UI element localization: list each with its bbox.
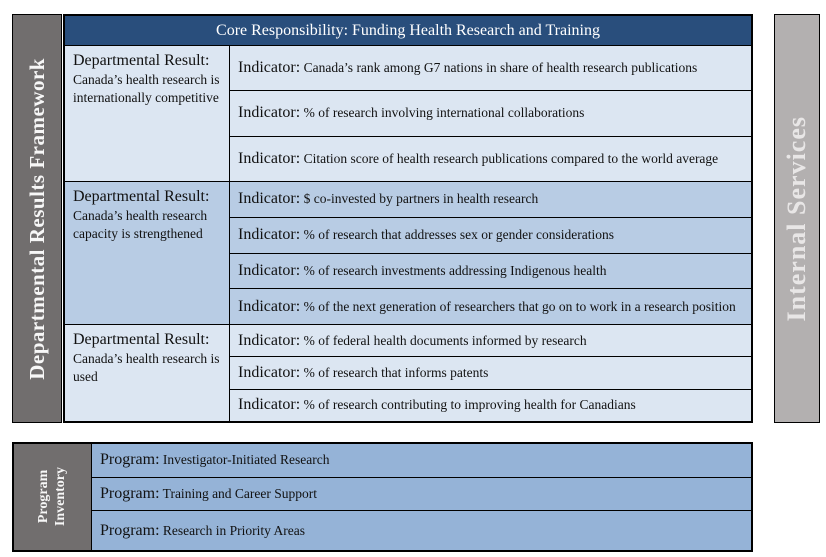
indicator-text <box>238 296 736 318</box>
program-text <box>100 485 317 503</box>
departmental-result-cell <box>65 182 230 324</box>
program-value: Investigator-Initiated Research <box>159 452 330 468</box>
indicator-cell <box>230 90 751 135</box>
program-label: Program: <box>100 485 160 503</box>
indicator-text <box>238 102 584 124</box>
departmental-result-cell <box>65 325 230 421</box>
indicator-text <box>238 394 636 416</box>
indicator-label: Indicator: <box>238 104 301 122</box>
program-rows <box>92 444 751 550</box>
indicator-text <box>238 260 607 282</box>
departmental-results-framework-bar <box>12 14 62 423</box>
indicator-cell <box>230 136 751 181</box>
indicator-label: Indicator: <box>238 396 301 414</box>
indicator-cell <box>230 217 751 253</box>
indicator-cell <box>230 182 751 217</box>
indicator-text <box>238 362 488 384</box>
indicator-label: Indicator: <box>238 59 301 77</box>
program-label: Program: <box>100 451 160 469</box>
program-row <box>92 510 751 550</box>
program-inventory-label-cell <box>14 444 92 550</box>
indicator-value: % of research investments addressing Indigenous health <box>300 262 607 278</box>
indicator-label: Indicator: <box>238 297 301 315</box>
indicator-value: % of research that addresses sex or gender considerations <box>300 227 614 243</box>
program-inventory-label-line2: Inventory <box>52 467 68 527</box>
departmental-result-label: Departmental Result: <box>73 52 210 69</box>
departmental-results-framework-label: Departmental Results Framework <box>24 57 49 380</box>
core-responsibility-table <box>63 14 753 423</box>
indicator-value: % of the next generation of researchers that go on to work in a research position <box>300 298 736 314</box>
indicator-text <box>238 330 587 352</box>
internal-services-bar <box>774 14 820 423</box>
indicator-value: % of research contributing to improving health for Canadians <box>300 397 636 413</box>
program-value: Training and Career Support <box>159 486 318 502</box>
program-value: Research in Priority Areas <box>159 522 306 538</box>
indicator-value: % of federal health documents informed by research <box>300 332 587 348</box>
indicator-value: Citation score of health research publications compared to the world average <box>300 150 719 166</box>
departmental-result-text: Canada’s health research is internationally competitive <box>73 72 220 105</box>
indicator-label: Indicator: <box>238 331 301 349</box>
indicator-list <box>230 46 751 181</box>
program-inventory-table <box>12 442 753 552</box>
core-responsibility-header: Core Responsibility: Funding Health Research and Training <box>65 16 751 46</box>
departmental-result-text: Canada’s health research capacity is strengthened <box>73 208 208 241</box>
indicator-text <box>238 224 614 246</box>
program-row <box>92 444 751 477</box>
program-text <box>100 451 329 469</box>
departmental-result-label: Departmental Result: <box>73 331 210 348</box>
indicator-cell <box>230 389 751 421</box>
result-group-2 <box>65 181 751 324</box>
result-group-3 <box>65 324 751 421</box>
indicator-value: % of research involving international collaborations <box>300 105 585 121</box>
indicator-label: Indicator: <box>238 363 301 381</box>
indicator-label: Indicator: <box>238 190 301 208</box>
program-text <box>100 522 305 540</box>
indicator-text <box>238 188 538 210</box>
program-inventory-label-line1: Program <box>35 470 51 524</box>
program-row <box>92 477 751 511</box>
departmental-result-cell <box>65 46 230 181</box>
program-inventory-label <box>36 467 70 526</box>
indicator-value: % of research that informs patents <box>300 364 489 380</box>
indicator-label: Indicator: <box>238 149 301 167</box>
indicator-cell <box>230 356 751 388</box>
indicator-list <box>230 182 751 324</box>
indicator-label: Indicator: <box>238 261 301 279</box>
result-group-1 <box>65 46 751 181</box>
indicator-cell <box>230 288 751 324</box>
internal-services-label: Internal Services <box>782 115 811 322</box>
indicator-label: Indicator: <box>238 226 301 244</box>
departmental-result-text: Canada’s health research is used <box>73 351 220 384</box>
departmental-result-label: Departmental Result: <box>73 188 210 205</box>
indicator-value: Canada’s rank among G7 nations in share of health research publications <box>300 60 698 76</box>
indicator-cell <box>230 325 751 356</box>
program-label: Program: <box>100 521 160 539</box>
indicator-text <box>238 57 697 79</box>
indicator-cell <box>230 253 751 289</box>
indicator-list <box>230 325 751 421</box>
indicator-value: $ co-invested by partners in health research <box>300 191 539 207</box>
indicator-text <box>238 148 718 170</box>
indicator-cell <box>230 46 751 90</box>
